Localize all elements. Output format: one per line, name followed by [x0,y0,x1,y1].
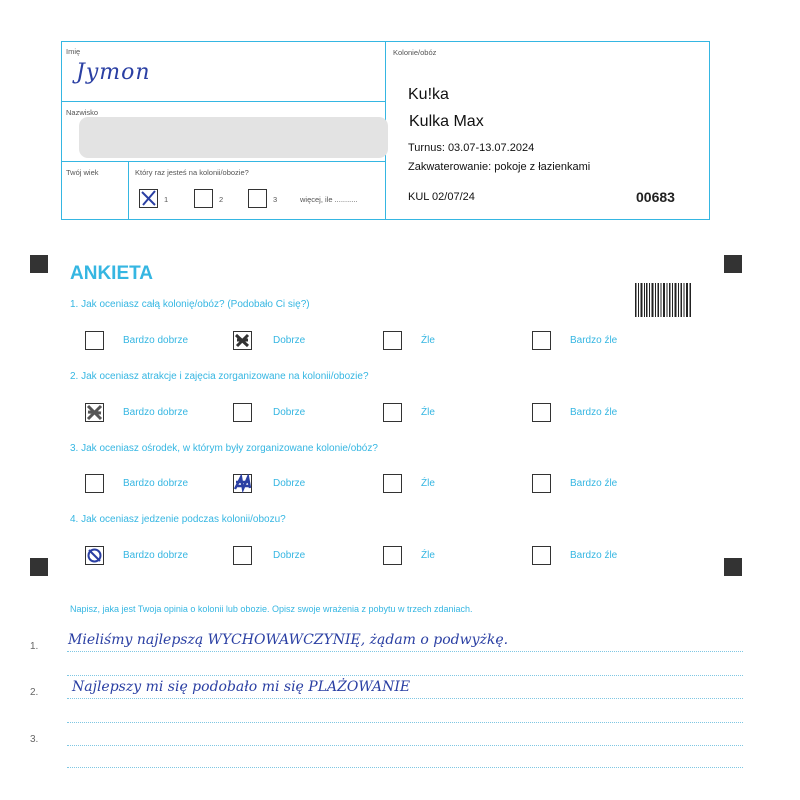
line-number-3: 3. [30,734,39,745]
q2-option-label: Źle [421,407,435,418]
nazwisko-label: Nazwisko [66,108,99,117]
q4-option-label: Bardzo źle [570,550,618,561]
dotted-line [67,767,743,768]
q4-option-zle[interactable] [383,546,402,565]
question-1: 1. Jak oceniasz całą kolonię/obóz? (Podobało Ci się?) [70,299,310,310]
barcode-icon [635,283,691,317]
q1-option-label: Bardzo dobrze [123,335,189,346]
registration-marker-tl [30,255,48,273]
q3-option-label: Dobrze [273,478,306,489]
q1-option-zle[interactable] [383,331,402,350]
q4-option-dobrze[interactable] [233,546,252,565]
turnus: Turnus: 03.07-13.07.2024 [408,142,535,154]
registration-marker-bl [30,558,48,576]
visit-count-checkbox-2[interactable] [194,189,213,208]
q2-option-bardzo-dobrze[interactable] [85,403,104,422]
q3-option-label: Bardzo dobrze [123,478,189,489]
ktory-raz-label: Który raz jesteś na kolonii/obozie? [135,168,249,177]
question-4: 4. Jak oceniasz jedzenie podczas kolonii/obozu? [70,514,286,525]
visit-option-2: 2 [219,195,224,204]
q1-option-dobrze[interactable] [233,331,252,350]
header-row-line-2 [61,161,385,162]
q2-option-label: Bardzo dobrze [123,407,189,418]
wiek-label: Twój wiek [66,168,99,177]
registration-marker-tr [724,255,742,273]
imie-label: Imię [66,47,81,56]
q3-option-bardzo-zle[interactable] [532,474,551,493]
opinion-line-1[interactable]: Mieliśmy najlepszą WYCHOWAWCZYNIĘ, żądam o podwyżkę. [68,632,509,648]
visit-option-more: więcej, ile ........... [300,195,358,204]
q1-option-bardzo-dobrze[interactable] [85,331,104,350]
camp-subname: Kulka Max [409,113,484,130]
q1-option-bardzo-zle[interactable] [532,331,551,350]
q2-option-zle[interactable] [383,403,402,422]
q1-option-label: Dobrze [273,335,306,346]
survey-title: ANKIETA [70,263,154,284]
header-row-line-1 [61,101,385,102]
question-3: 3. Jak oceniasz ośrodek, w którym były zorganizowane kolonie/obóz? [70,443,378,454]
q4-option-label: Bardzo dobrze [123,550,189,561]
q2-option-dobrze[interactable] [233,403,252,422]
scribble-mark-icon [233,331,252,350]
check-mark-icon [139,189,158,208]
q4-option-bardzo-dobrze[interactable] [85,546,104,565]
redacted-surname [79,117,388,158]
q1-option-label: Źle [421,335,435,346]
visit-option-1: 1 [164,195,169,204]
q1-option-label: Bardzo źle [570,335,618,346]
q2-option-label: Dobrze [273,407,306,418]
q3-option-label: Źle [421,478,435,489]
line-number-2: 2. [30,687,39,698]
visit-count-checkbox-1[interactable] [139,189,158,208]
age-divider [128,161,129,220]
scribble-mark-icon [85,403,104,422]
dotted-line [67,651,743,652]
q2-option-bardzo-zle[interactable] [532,403,551,422]
registration-marker-br [724,558,742,576]
opinion-line-2[interactable]: Najlepszy mi się podobało mi się PLAŻOWANIE [72,679,411,695]
q3-option-bardzo-dobrze[interactable] [85,474,104,493]
line-number-1: 1. [30,641,39,652]
q2-option-label: Bardzo źle [570,407,618,418]
q3-option-dobrze[interactable] [233,474,252,493]
scribble-mark-icon [233,474,252,493]
q4-option-label: Dobrze [273,550,306,561]
dotted-line [67,722,743,723]
kolonie-label: Kolonie/obóz [393,48,437,57]
scribble-mark-icon [85,546,104,565]
q4-option-label: Źle [421,550,435,561]
camp-code: KUL 02/07/24 [408,191,475,203]
q3-option-label: Bardzo źle [570,478,618,489]
dotted-line [67,745,743,746]
form-number: 00683 [636,189,675,205]
dotted-line [67,698,743,699]
camp-name: Ku!ka [408,86,449,103]
q3-option-zle[interactable] [383,474,402,493]
visit-count-checkbox-3[interactable] [248,189,267,208]
q4-option-bardzo-zle[interactable] [532,546,551,565]
dotted-line [67,675,743,676]
zakwaterowanie: Zakwaterowanie: pokoje z łazienkami [408,161,591,173]
question-2: 2. Jak oceniasz atrakcje i zajęcia zorganizowane na kolonii/obozie? [70,371,369,382]
visit-option-3: 3 [273,195,278,204]
imie-value: Jymon [76,60,151,85]
opinion-prompt: Napisz, jaka jest Twoja opinia o kolonii lub obozie. Opisz swoje wrażenia z pobytu w trzech zdaniach. [70,604,473,614]
